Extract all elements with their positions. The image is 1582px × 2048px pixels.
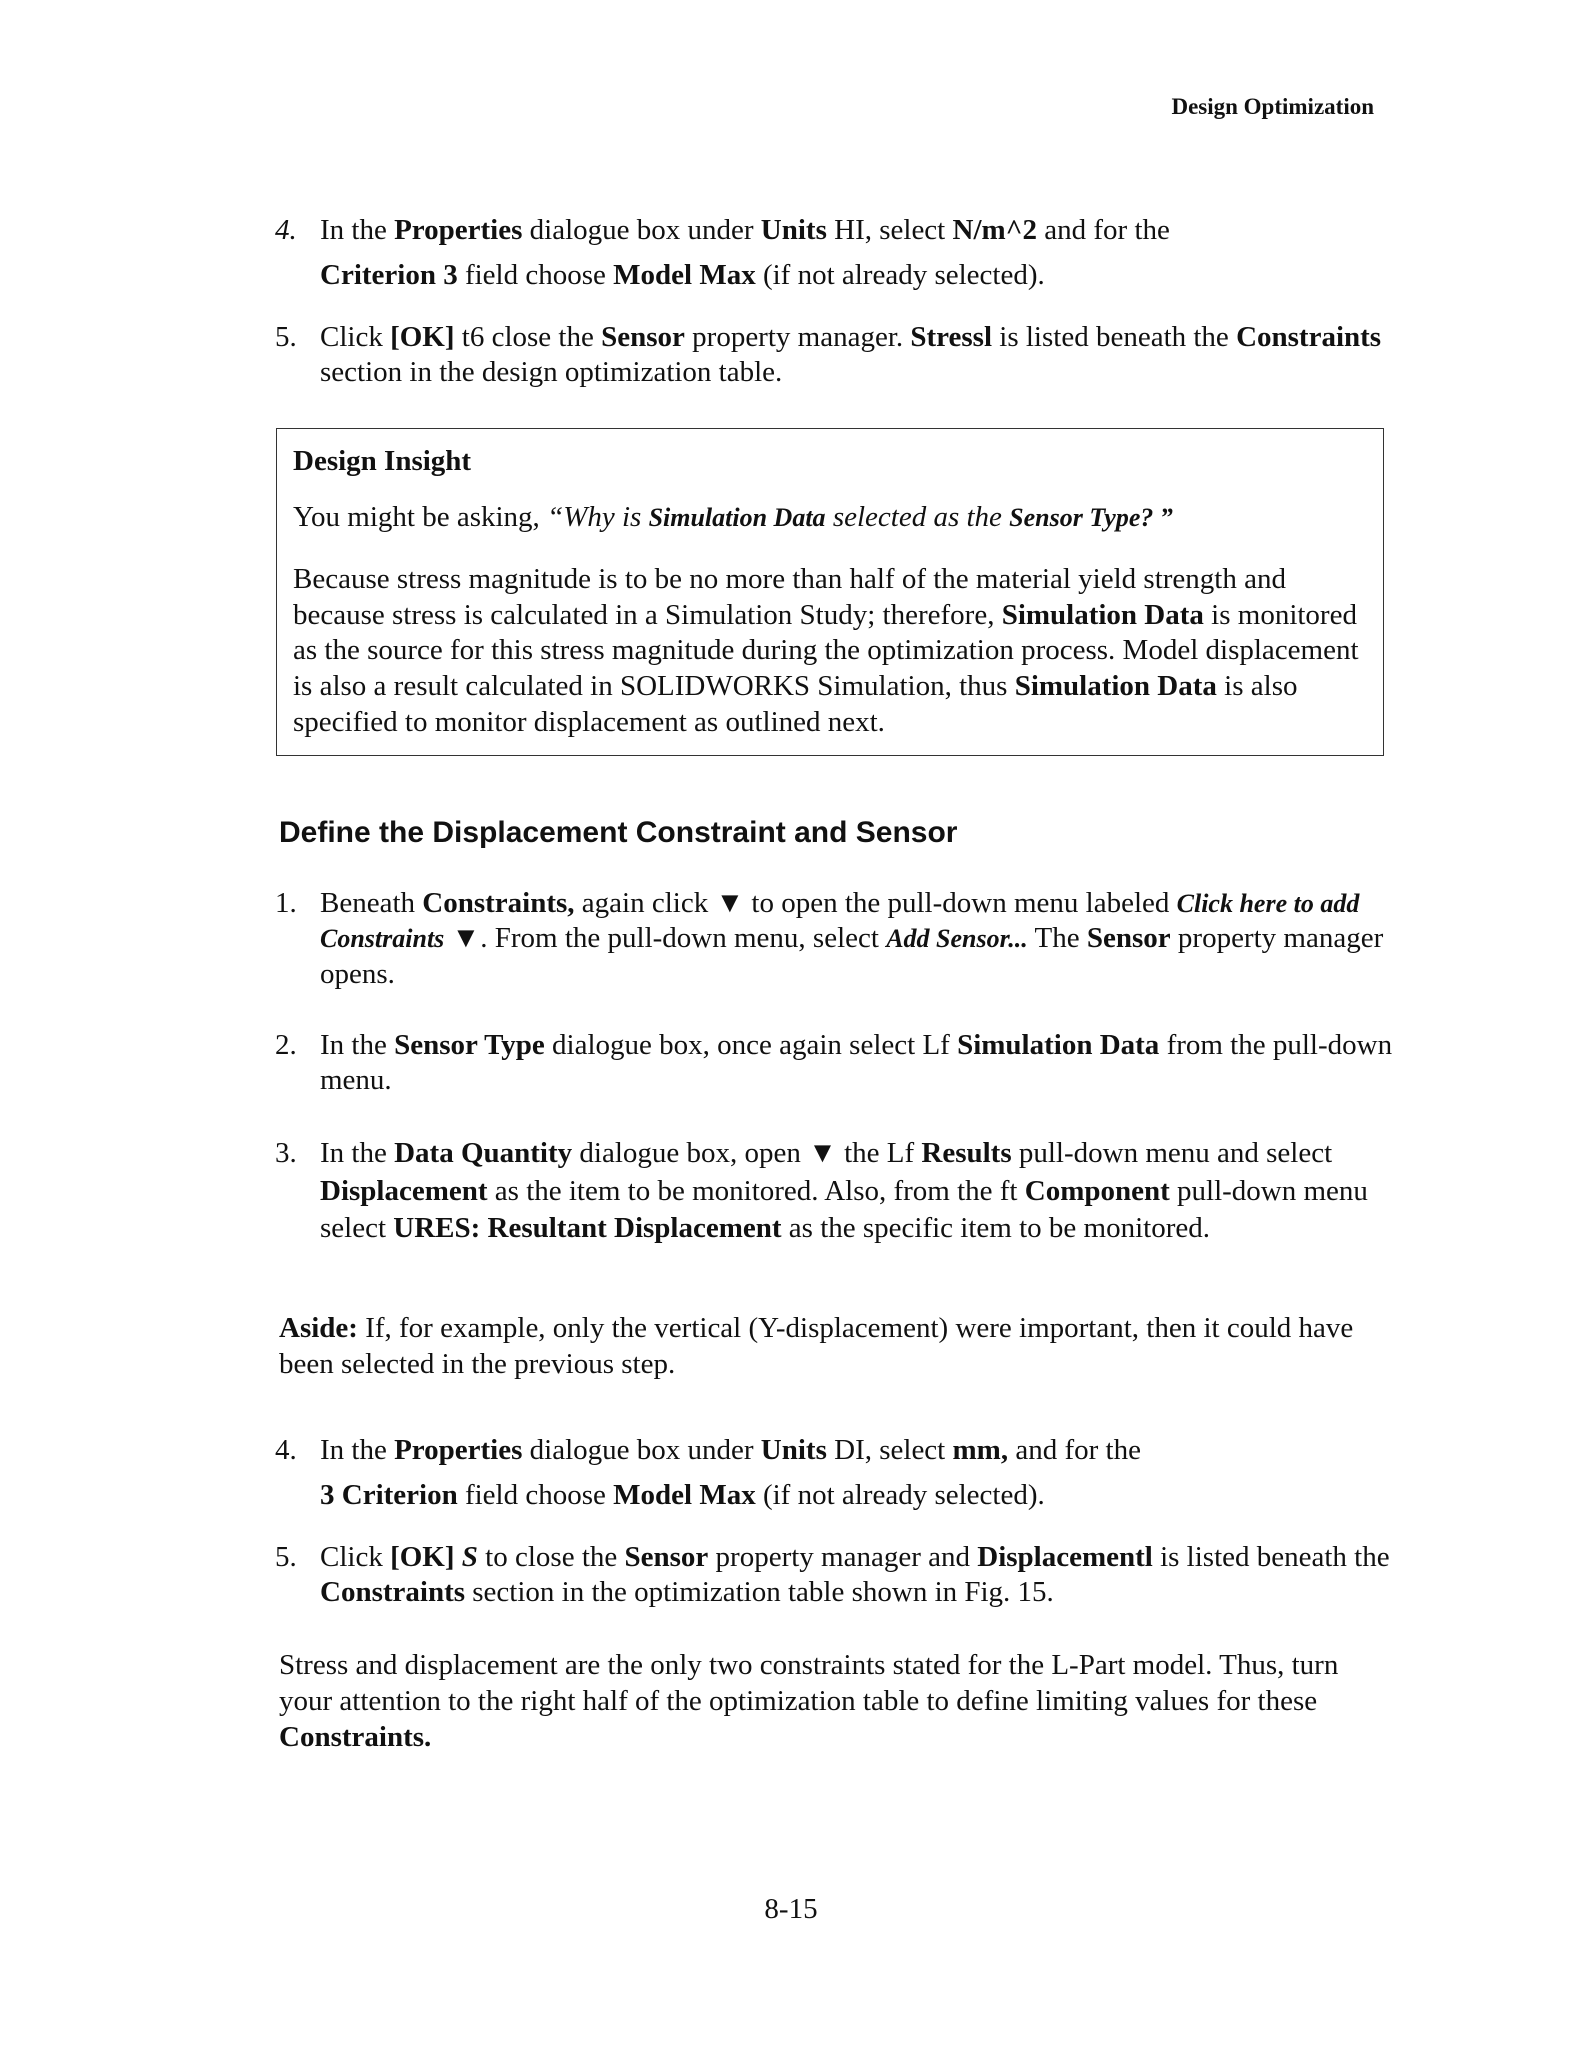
step-number: 5. [275,1541,297,1573]
step-number: 4. [275,1434,297,1466]
design-insight-box [276,428,1384,756]
step-number: 2. [275,1029,297,1061]
displacement-step-4: 4. In the Properties dialogue box under Units DI, select mm, and for the 3 Criterion field choose Model Max (if not already selected). [320,1428,1400,1518]
stress-step-4: 4. In the Properties dialogue box under Units HI, select N/m^2 and for the Criterion 3 field choose Model Max (if not already selected). [320,208,1400,298]
page-number: 8-15 [764,1893,818,1925]
step-number: 5. [275,321,297,353]
insight-title: Design Insight [293,445,472,477]
insight-body: Because stress magnitude is to be no more than half of the material yield strength and because stress is calculated in a Simulation Study; therefore, Simulation Data is monitored as the source for this stress magnitude during the optimization process. Model displacement is also a result calculated in SOLIDWORKS Simulation, thus Simulation Data is also specified to monitor displacement as outlined next. [293,563,1359,738]
displacement-step-1: 1. Beneath Constraints, again click ▼ to open the pull-down menu labeled Click here to add Constraints ▼. From the pull-down menu, select Add Sensor... The Sensor property manager opens. [275,887,1384,990]
insight-question: You might be asking, “Why is Simulation Data selected as the Sensor Type? ” [293,501,1173,533]
displacement-step-3: 3. In the Data Quantity dialogue box, open ▼ the Lf Results pull-down menu and select Displacement as the item to be monitored. Also, from the ft Component pull-down menu select URES: Resultant Displacement as the specific item to be monitored. [275,1137,1368,1245]
step-number: 1. [275,887,297,919]
running-header: Design Optimization [1171,94,1374,119]
closing-paragraph: Stress and displacement are the only two constraints stated for the L-Part model. Thus, turn your attention to the right half of the optimization table to define limiting values for these Constraints. [279,1649,1339,1753]
step-number: 4. [275,214,297,246]
displacement-step-5: 5. Click [OK] S to close the Sensor property manager and Displacementl is listed beneath the Constraints section in the optimization table shown in Fig. 15. [275,1541,1390,1609]
aside-paragraph: Aside: If, for example, only the vertical (Y-displacement) were important, then it could have been selected in the previous step. [279,1312,1354,1380]
step-number: 3. [275,1137,297,1169]
displacement-step-2: 2. In the Sensor Type dialogue box, once again select Lf Simulation Data from the pull-down menu. [275,1029,1393,1097]
stress-step-5: 5. Click [OK] t6 close the Sensor property manager. Stressl is listed beneath the Constraints section in the design optimization table. [275,321,1382,389]
section-heading: Define the Displacement Constraint and Sensor [279,816,958,849]
